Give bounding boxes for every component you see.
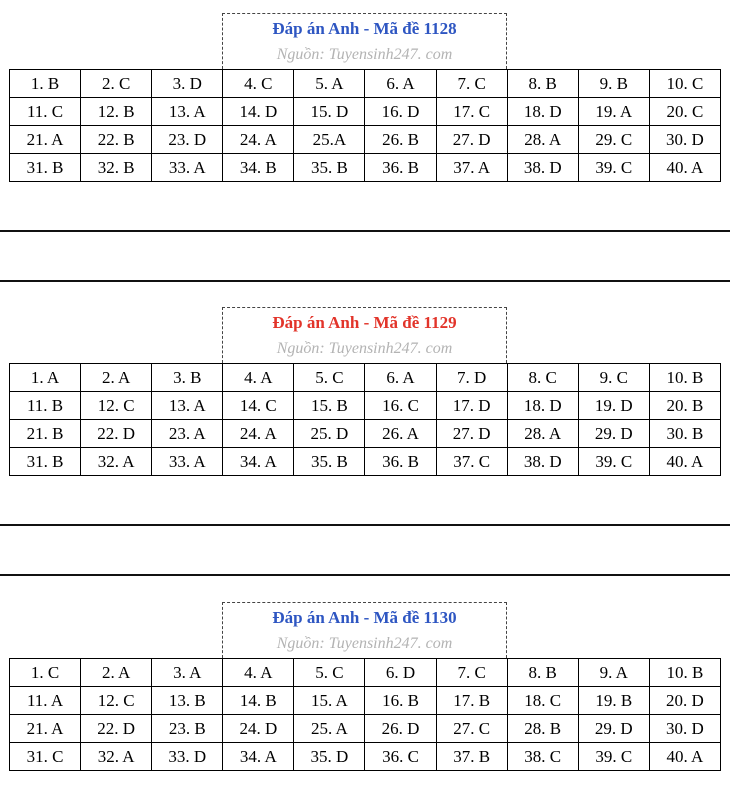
answer-cell: 14. C (223, 392, 294, 420)
answer-cell: 12. B (81, 98, 152, 126)
answer-cell: 34. A (223, 743, 294, 771)
answer-cell: 32. A (81, 743, 152, 771)
answer-cell: 16. B (365, 687, 436, 715)
answer-cell: 17. B (436, 687, 507, 715)
answer-cell: 8. C (507, 364, 578, 392)
answer-cell: 39. C (578, 154, 649, 182)
answer-cell: 4. A (223, 659, 294, 687)
answer-cell: 34. A (223, 448, 294, 476)
answer-cell: 35. B (294, 448, 365, 476)
section-title: Đáp án Anh - Mã đề 1129 (272, 313, 457, 332)
answer-cell: 27. C (436, 715, 507, 743)
table-row (10, 70, 721, 98)
answer-cell: 30. D (649, 126, 720, 154)
answer-cell: 6. D (365, 659, 436, 687)
answer-cell: 33. D (152, 743, 223, 771)
answer-cell: 36. C (365, 743, 436, 771)
answer-cell: 25. A (294, 715, 365, 743)
source-note: Nguồn: Tuyensinh247. com (276, 46, 453, 63)
answer-cell: 8. B (507, 70, 578, 98)
table-row (10, 448, 721, 476)
answer-cell: 20. B (649, 392, 720, 420)
answer-cell: 31. B (10, 448, 81, 476)
answer-cell: 9. C (578, 364, 649, 392)
answer-cell: 17. C (436, 98, 507, 126)
answer-cell: 40. A (649, 743, 720, 771)
answer-cell: 24. A (223, 420, 294, 448)
title-box (222, 13, 507, 69)
answer-cell: 17. D (436, 392, 507, 420)
answer-cell: 16. C (365, 392, 436, 420)
answer-cell: 29. D (578, 715, 649, 743)
answer-cell: 33. A (152, 448, 223, 476)
answer-cell: 6. A (365, 364, 436, 392)
answer-cell: 22. D (81, 715, 152, 743)
answer-cell: 7. C (436, 70, 507, 98)
answer-cell: 32. A (81, 448, 152, 476)
divider-line (0, 280, 730, 282)
answer-cell: 3. A (152, 659, 223, 687)
answer-cell: 27. D (436, 126, 507, 154)
answer-cell: 5. C (294, 364, 365, 392)
answer-cell: 12. C (81, 392, 152, 420)
source-note: Nguồn: Tuyensinh247. com (276, 340, 453, 357)
answer-cell: 8. B (507, 659, 578, 687)
answer-cell: 10. C (649, 70, 720, 98)
answer-cell: 9. A (578, 659, 649, 687)
answer-cell: 36. B (365, 448, 436, 476)
answer-cell: 18. C (507, 687, 578, 715)
answer-cell: 32. B (81, 154, 152, 182)
answer-cell: 18. D (507, 392, 578, 420)
answer-cell: 13. B (152, 687, 223, 715)
answer-cell: 10. B (649, 659, 720, 687)
answer-cell: 29. C (578, 126, 649, 154)
answer-cell: 28. A (507, 420, 578, 448)
answer-cell: 23. A (152, 420, 223, 448)
answer-cell: 19. D (578, 392, 649, 420)
answer-cell: 18. D (507, 98, 578, 126)
answer-cell: 30. D (649, 715, 720, 743)
table-row (10, 126, 721, 154)
answer-cell: 14. B (223, 687, 294, 715)
table-row (10, 715, 721, 743)
answer-cell: 21. A (10, 715, 81, 743)
answer-cell: 40. A (649, 154, 720, 182)
answer-cell: 38. D (507, 154, 578, 182)
answer-cell: 30. B (649, 420, 720, 448)
answer-table (9, 69, 721, 182)
answer-cell: 15. A (294, 687, 365, 715)
answer-cell: 2. C (81, 70, 152, 98)
divider-line (0, 574, 730, 576)
title-box (222, 602, 507, 658)
section-title: Đáp án Anh - Mã đề 1128 (272, 19, 457, 38)
answer-cell: 7. C (436, 659, 507, 687)
answer-cell: 11. B (10, 392, 81, 420)
answer-cell: 26. B (365, 126, 436, 154)
answer-cell: 11. C (10, 98, 81, 126)
answer-cell: 15. D (294, 98, 365, 126)
table-row (10, 687, 721, 715)
answer-cell: 1. C (10, 659, 81, 687)
answer-cell: 20. D (649, 687, 720, 715)
answer-cell: 11. A (10, 687, 81, 715)
answer-cell: 2. A (81, 659, 152, 687)
section-title: Đáp án Anh - Mã đề 1130 (272, 608, 457, 627)
answer-cell: 35. B (294, 154, 365, 182)
answer-cell: 21. B (10, 420, 81, 448)
answer-cell: 13. A (152, 98, 223, 126)
answer-cell: 25.A (294, 126, 365, 154)
answer-cell: 14. D (223, 98, 294, 126)
divider-line (0, 524, 730, 526)
table-row (10, 98, 721, 126)
table-row (10, 364, 721, 392)
divider-line (0, 230, 730, 232)
answer-cell: 39. C (578, 743, 649, 771)
answer-cell: 24. A (223, 126, 294, 154)
answer-cell: 1. A (10, 364, 81, 392)
answer-table (9, 363, 721, 476)
answer-cell: 38. D (507, 448, 578, 476)
source-note: Nguồn: Tuyensinh247. com (276, 635, 453, 652)
answer-cell: 25. D (294, 420, 365, 448)
answer-cell: 19. A (578, 98, 649, 126)
answer-cell: 15. B (294, 392, 365, 420)
answer-cell: 29. D (578, 420, 649, 448)
answer-cell: 37. C (436, 448, 507, 476)
table-row (10, 420, 721, 448)
answer-cell: 3. B (152, 364, 223, 392)
answer-cell: 6. A (365, 70, 436, 98)
answer-cell: 21. A (10, 126, 81, 154)
answer-cell: 4. C (223, 70, 294, 98)
answer-cell: 34. B (223, 154, 294, 182)
answer-cell: 37. A (436, 154, 507, 182)
answer-cell: 35. D (294, 743, 365, 771)
answer-cell: 22. D (81, 420, 152, 448)
answer-cell: 3. D (152, 70, 223, 98)
answer-cell: 16. D (365, 98, 436, 126)
answer-cell: 4. A (223, 364, 294, 392)
answer-cell: 10. B (649, 364, 720, 392)
answer-cell: 1. B (10, 70, 81, 98)
answer-cell: 7. D (436, 364, 507, 392)
answer-cell: 19. B (578, 687, 649, 715)
answer-cell: 24. D (223, 715, 294, 743)
answer-cell: 23. D (152, 126, 223, 154)
answer-cell: 37. B (436, 743, 507, 771)
answer-cell: 20. C (649, 98, 720, 126)
answer-table (9, 658, 721, 771)
answer-cell: 26. A (365, 420, 436, 448)
answer-cell: 36. B (365, 154, 436, 182)
answer-cell: 27. D (436, 420, 507, 448)
answer-cell: 28. B (507, 715, 578, 743)
answer-cell: 23. B (152, 715, 223, 743)
answer-cell: 31. C (10, 743, 81, 771)
answer-cell: 13. A (152, 392, 223, 420)
answer-cell: 12. C (81, 687, 152, 715)
title-box (222, 307, 507, 363)
answer-cell: 31. B (10, 154, 81, 182)
answer-cell: 28. A (507, 126, 578, 154)
answer-cell: 22. B (81, 126, 152, 154)
answer-cell: 39. C (578, 448, 649, 476)
answer-cell: 26. D (365, 715, 436, 743)
answer-cell: 38. C (507, 743, 578, 771)
table-row (10, 154, 721, 182)
answer-cell: 9. B (578, 70, 649, 98)
answer-cell: 40. A (649, 448, 720, 476)
answer-cell: 2. A (81, 364, 152, 392)
table-row (10, 392, 721, 420)
table-row (10, 659, 721, 687)
answer-cell: 5. A (294, 70, 365, 98)
answer-cell: 33. A (152, 154, 223, 182)
table-row (10, 743, 721, 771)
answer-cell: 5. C (294, 659, 365, 687)
